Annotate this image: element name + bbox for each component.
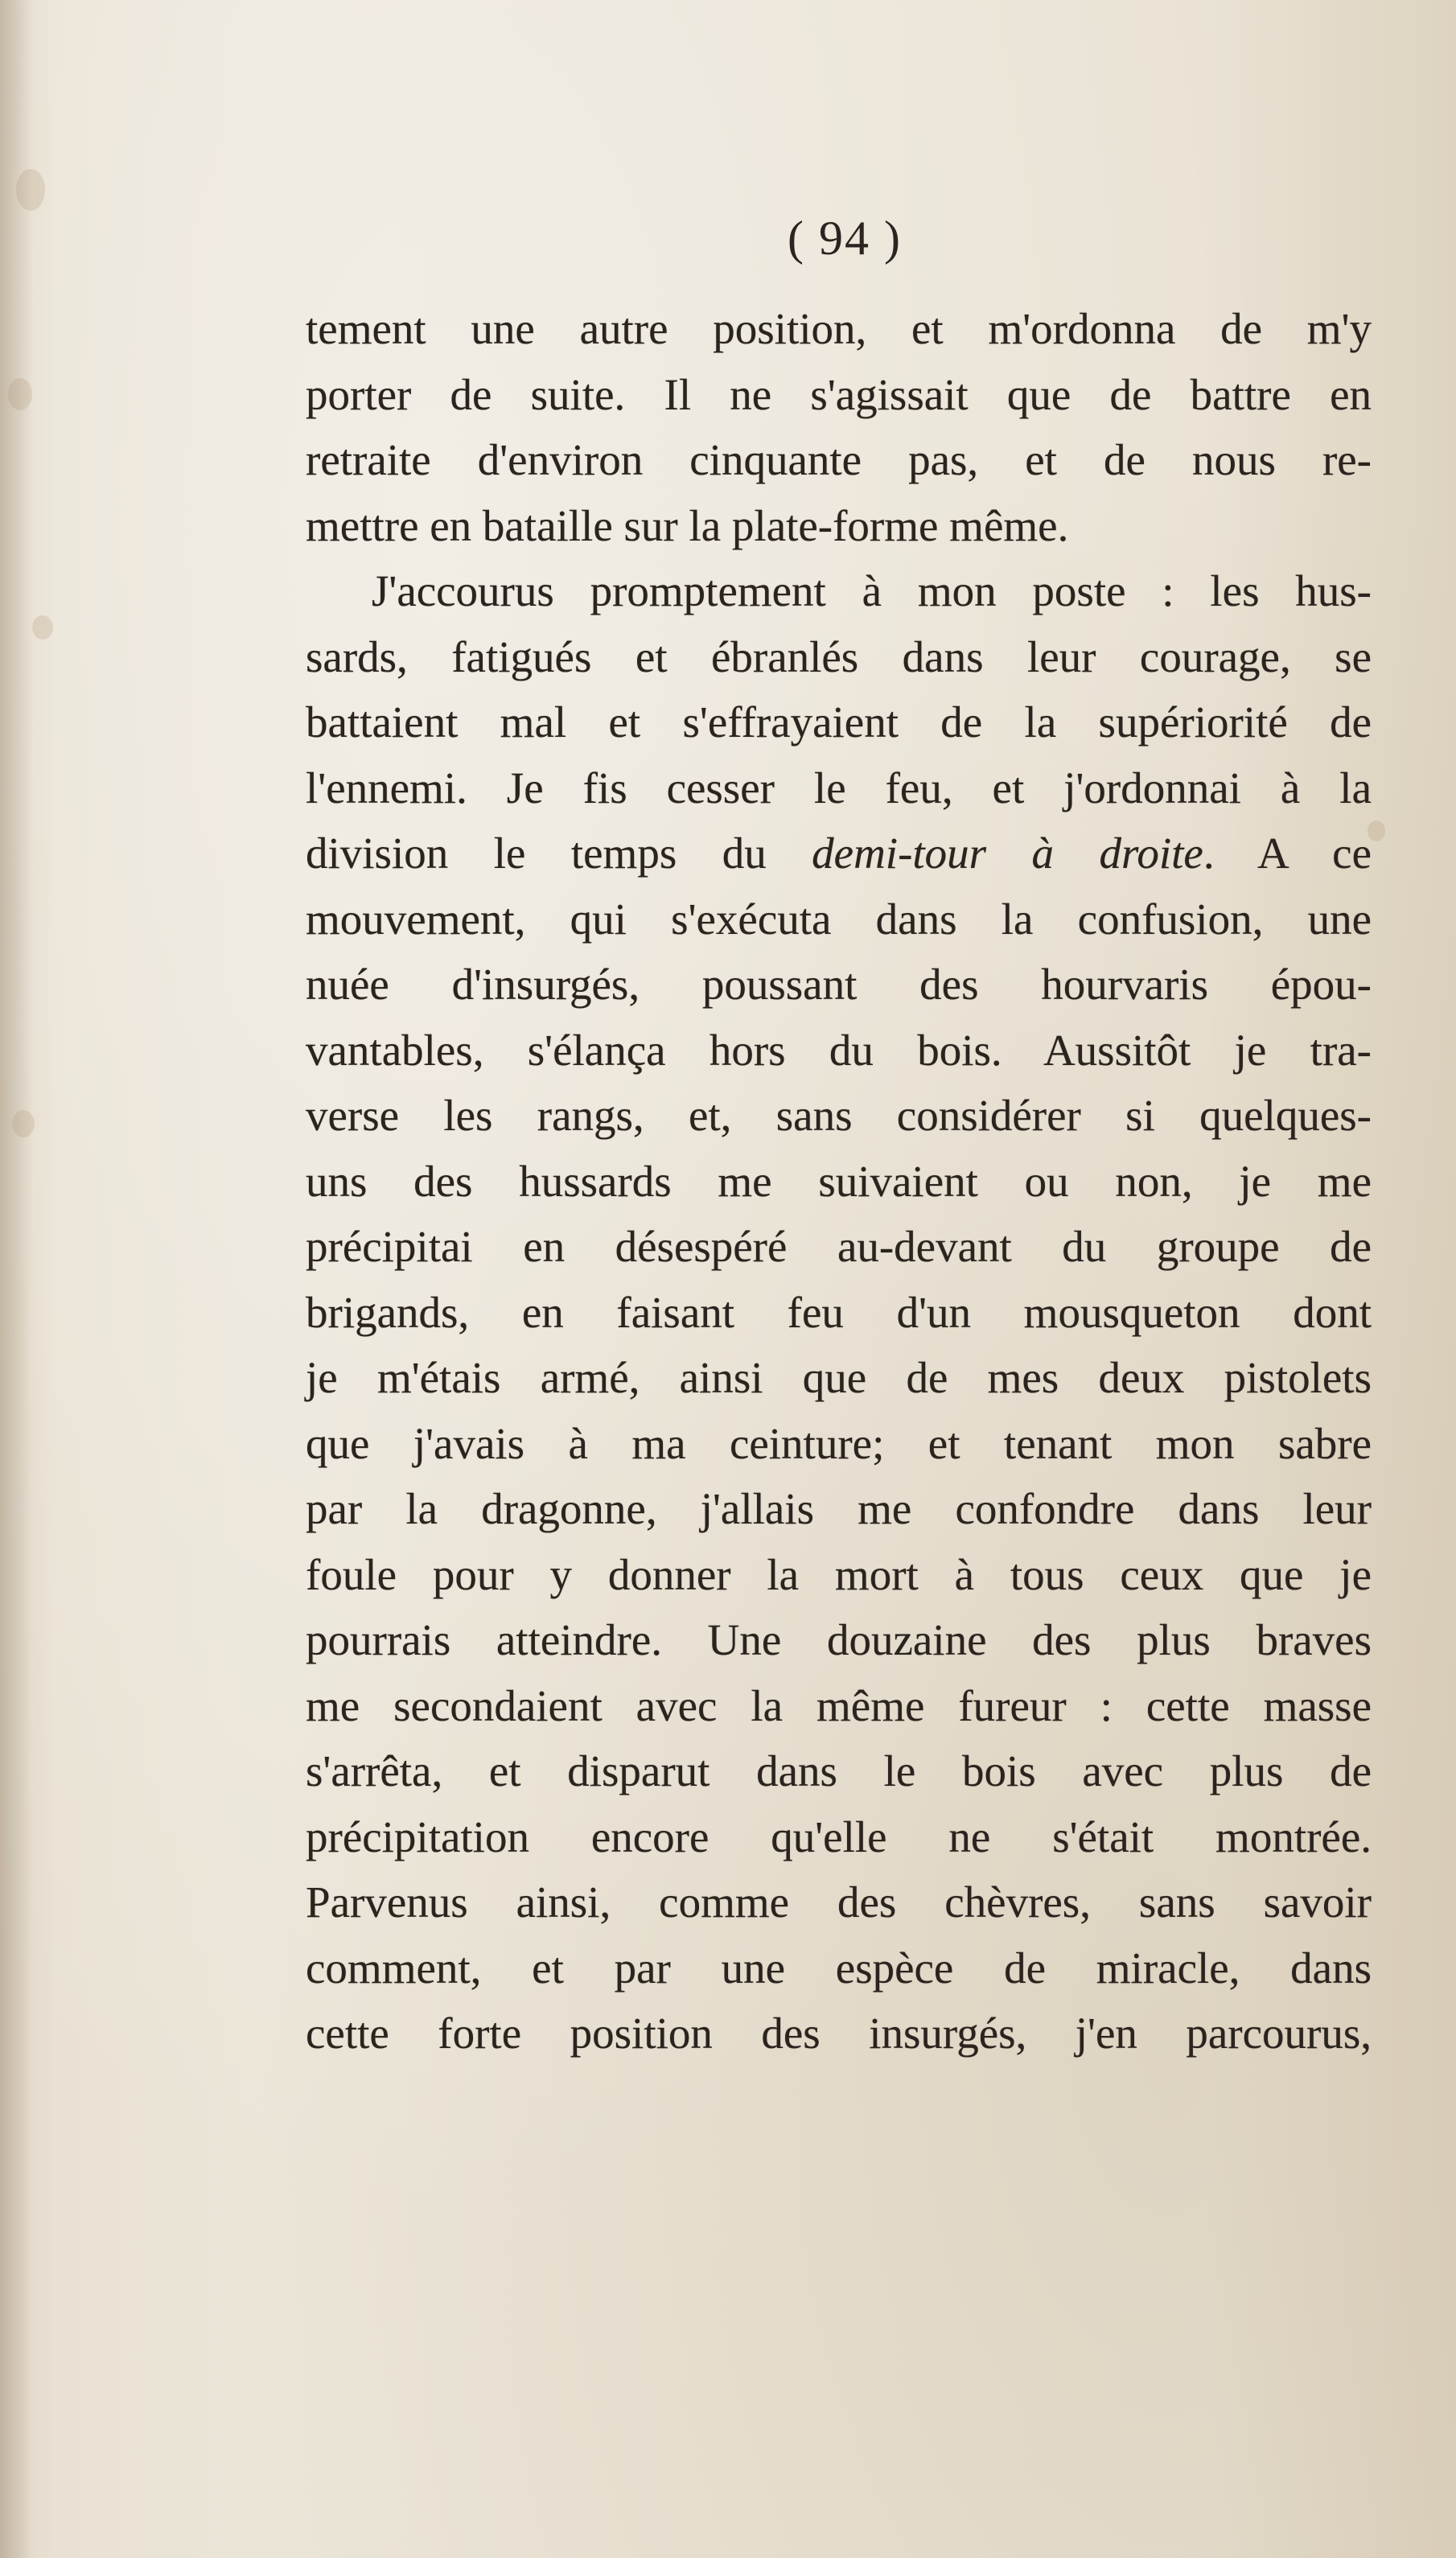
text-line: que j'avais à ma ceinture; et tenant mon sabre — [306, 1418, 1372, 1468]
text-line: pourrais atteindre. Une douzaine des plus braves — [306, 1615, 1372, 1664]
text-line: cette forte position des insurgés, j'en parcourus, — [306, 2009, 1372, 2058]
text-line: nuée d'insurgés, poussant des hourvaris épou- — [306, 960, 1372, 1009]
page-number: ( 94 ) — [788, 212, 902, 265]
text-line: je m'étais armé, ainsi que de mes deux pistolets — [306, 1353, 1372, 1402]
text-line: uns des hussards me suivaient ou non, je me — [306, 1156, 1372, 1206]
text-line: mettre en bataille sur la plate-forme même. — [306, 500, 1069, 550]
text-line: précipitai en désespéré au-devant du groupe de — [306, 1222, 1372, 1271]
text-line: précipitation encore qu'elle ne s'était montrée. — [306, 1812, 1372, 1861]
text-line: foule pour y donner la mort à tous ceux que je — [306, 1549, 1372, 1599]
text-line: porter de suite. Il ne s'agissait que de battre en — [306, 369, 1372, 419]
text-line: comment, et par une espèce de miracle, dans — [306, 1943, 1372, 1993]
text-line: l'ennemi. Je fis cesser le feu, et j'ordonnai à la — [306, 763, 1372, 812]
text-line: battaient mal et s'effrayaient de la supériorité de — [306, 697, 1372, 746]
text-line: Parvenus ainsi, comme des chèvres, sans savoir — [306, 1877, 1372, 1927]
text-line: verse les rangs, et, sans considérer si quelques- — [306, 1091, 1372, 1140]
text-line: sards, fatigués et ébranlés dans leur courage, se — [306, 631, 1372, 681]
text-line: s'arrêta, et disparut dans le bois avec plus de — [306, 1746, 1372, 1795]
text-line: J'accourus promptement à mon poste : les hus- — [372, 566, 1372, 615]
text-line: brigands, en faisant feu d'un mousqueton dont — [306, 1287, 1372, 1337]
text-line: me secondaient avec la même fureur : cette masse — [306, 1680, 1372, 1730]
text-line: par la dragonne, j'allais me confondre dans leur — [306, 1484, 1372, 1533]
text-segment: division le temps du — [306, 829, 812, 878]
text-line: mouvement, qui s'exécuta dans la confusion, une — [306, 894, 1372, 944]
text-segment: . A ce — [1203, 829, 1372, 878]
text-line: retraite d'environ cinquante pas, et de nous re- — [306, 435, 1372, 484]
text-line: tement une autre position, et m'ordonna de m'y — [306, 304, 1372, 353]
text-line — [306, 820, 1372, 886]
paper-stain — [32, 615, 53, 640]
paper-stain — [8, 378, 32, 410]
paper-stain — [16, 169, 45, 211]
text-line: vantables, s'élança hors du bois. Aussitôt je tra- — [306, 1025, 1372, 1075]
italic-phrase: demi-tour à droite — [812, 829, 1203, 878]
paper-stain — [12, 1110, 35, 1137]
body-text — [306, 296, 1372, 2067]
